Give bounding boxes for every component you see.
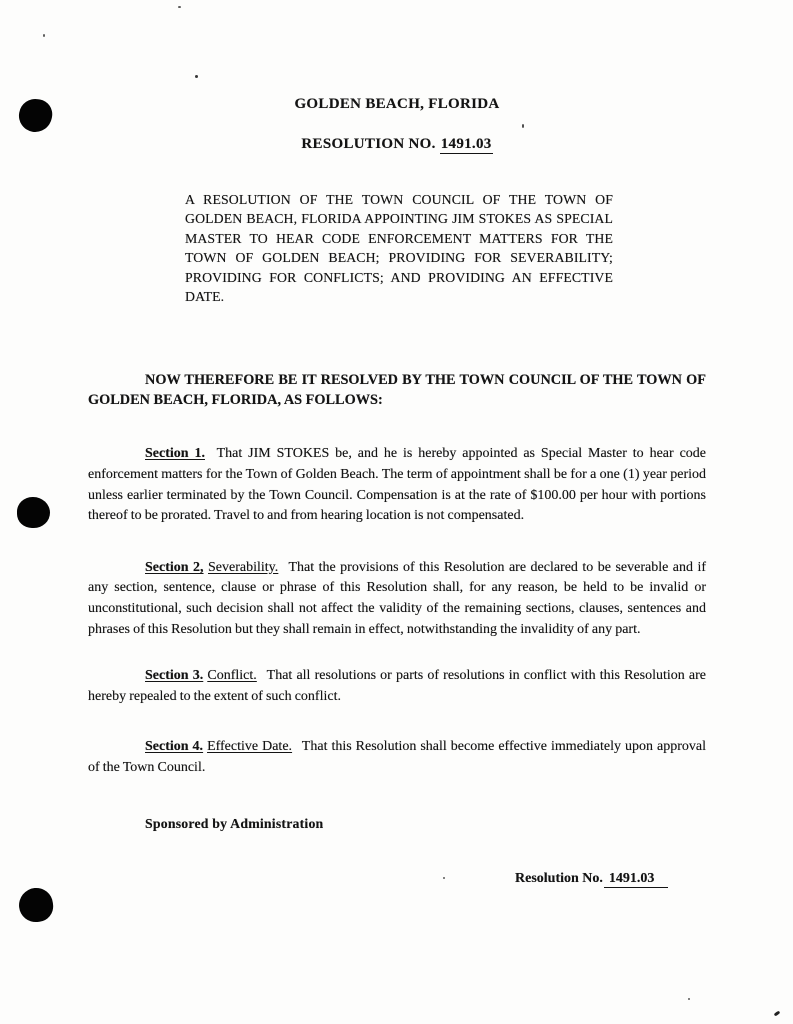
scan-speck xyxy=(688,998,690,1000)
resolution-number-value: 1491.03 xyxy=(440,136,492,152)
resolution-number-label: RESOLUTION NO. xyxy=(301,136,436,152)
resolution-number-heading xyxy=(88,136,706,153)
footer-resolution-label: Resolution No. xyxy=(515,870,603,886)
preamble-paragraph: A RESOLUTION OF THE TOWN COUNCIL OF THE TOWN OF GOLDEN BEACH, FLORIDA APPOINTING JIM STOKES AS SPECIAL MASTER TO HEAR CODE ENFORCEMENT MATTERS FOR THE TOWN OF GOLDEN BEACH; PROVIDING FOR SEVERABILITY; PROVIDING FOR CONFLICTS; AND PROVIDING AN EFFECTIVE DATE. xyxy=(185,192,613,305)
section-4-body: That this Resolution shall become effective immediately upon approval of the Town Council. xyxy=(88,739,706,775)
section-2-paragraph xyxy=(88,558,706,640)
resolved-clause: NOW THEREFORE BE IT RESOLVED BY THE TOWN COUNCIL OF THE TOWN OF GOLDEN BEACH, FLORIDA, AS FOLLOWS: xyxy=(88,372,706,409)
section-2-heading: Section 2, xyxy=(145,559,204,575)
scan-speck xyxy=(774,1011,781,1017)
section-2-body: That the provisions of this Resolution are declared to be severable and if any section, sentence, clause or phrase of this Resolution shall, for any reason, be held to be invalid or unconstitutional, such decision shall not affect the validity of the remaining sections, clauses, sentences and phrases of this Resolution but they shall remain in effect, notwithstanding the invalidity of any part. xyxy=(88,559,706,637)
section-4-paragraph xyxy=(88,737,706,778)
scan-speck xyxy=(43,34,45,37)
hole-punch-mark xyxy=(17,886,54,923)
section-3-paragraph xyxy=(88,666,706,707)
hole-punch-mark xyxy=(17,497,50,528)
section-3-body: That all resolutions or parts of resolutions in conflict with this Resolution are hereby repealed to the extent of such conflict. xyxy=(88,668,707,704)
hole-punch-mark xyxy=(16,96,54,134)
section-3-heading: Section 3. xyxy=(145,668,204,684)
section-4-heading: Section 4. xyxy=(145,739,204,755)
section-2-subheading: Severability. xyxy=(208,559,279,575)
footer-resolution-number xyxy=(88,871,706,887)
document-title: GOLDEN BEACH, FLORIDA xyxy=(294,96,500,112)
section-1-body: That JIM STOKES be, and he is hereby appointed as Special Master to hear code enforcement matters for the Town of Golden Beach. The term of appointment shall be for a one (1) year period unless earlier terminated by the Town Council. Compensation is at the rate of $100.00 per hour with portions thereof to be prorated. Travel to and from hearing location is not compensated. xyxy=(88,446,706,524)
section-1-heading: Section 1. xyxy=(145,446,205,462)
document-content xyxy=(88,0,706,887)
sponsored-by-line: Sponsored by Administration xyxy=(145,815,324,831)
section-4-subheading: Effective Date. xyxy=(207,739,293,755)
section-1-paragraph xyxy=(88,444,706,526)
footer-resolution-value: 1491.03 xyxy=(604,871,669,888)
section-3-subheading: Conflict. xyxy=(207,668,257,684)
